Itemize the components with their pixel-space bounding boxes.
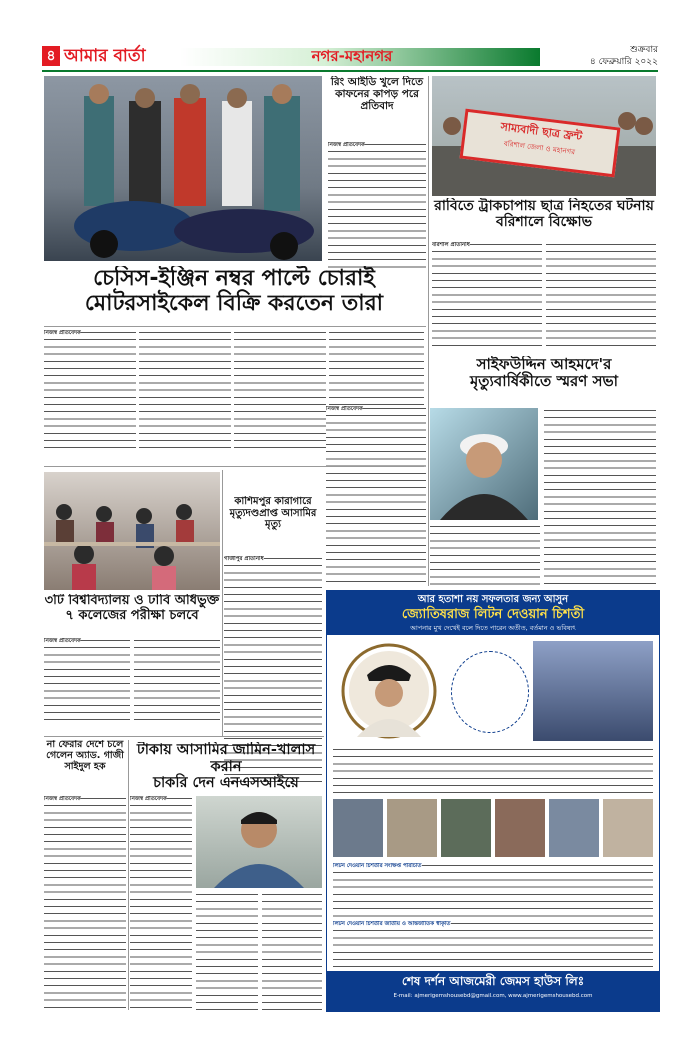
- column-rule: [128, 740, 129, 1010]
- column-rule: [44, 736, 324, 737]
- motorcycle-arrest-photo: [44, 76, 322, 261]
- barishal-byline: বরিশাল প্রতিনিধি: [432, 242, 470, 248]
- saifuddin-portrait: [430, 408, 538, 520]
- advert-portrait-frame: [333, 641, 445, 741]
- barishal-headline: রাবিতে ট্রাকচাপায় ছাত্র নিহতের ঘটনায় বরিশালে বিক্ষোভ: [434, 198, 654, 231]
- page-number: ৪: [42, 46, 60, 66]
- kashimpur-byline: গাজীপুর প্রতিনিধি: [224, 556, 264, 562]
- advert-section-1-title: লিটন দেওয়ান চিশতীর সংক্ষিপ্ত পরিচিতি: [333, 863, 422, 869]
- motorcycle-body-col3: [234, 330, 326, 450]
- ring-id-body: [328, 142, 426, 268]
- advert-tagline: আর হতাশা নয় সফলতার জন্য আসুন: [417, 594, 569, 605]
- advert-strip-photo: [441, 799, 491, 857]
- saifuddin-body-col1: [326, 406, 426, 586]
- exam-students: [44, 472, 220, 590]
- saifuddin-body-col3: [544, 408, 656, 586]
- advert-strip-photo: [603, 799, 653, 857]
- advert-subtitle: আপনার মুখ দেখেই বলে দিতে পারেন অতীত, বর্তমান ও ভবিষ্যৎ: [410, 624, 576, 632]
- advert-strip-photo: [333, 799, 383, 857]
- advert-section-2-title: লিটন দেওয়ান চিশতীর জাতীয় ও আন্তর্জাতিক স্বীকৃতি: [333, 921, 451, 927]
- accused-figure: [196, 796, 322, 888]
- barishal-protest-photo: [432, 76, 656, 196]
- gazi-byline: নিজস্ব প্রতিবেদক: [44, 796, 81, 802]
- advert-contact: E-mail: ajmerigemshousebd@gmail.com, www.ajmerigemshousebd.com: [393, 993, 593, 999]
- protest-banner-sub: বরিশাল জেলা ও মহানগর: [503, 139, 576, 157]
- motorcycle-headline: [44, 266, 424, 324]
- advert-bio-text: [333, 863, 653, 917]
- motorcycle-body-col2: [139, 330, 231, 450]
- exam-body-col1: [44, 638, 130, 720]
- bail-accused-photo: [196, 796, 322, 888]
- motorcycle-body-col1: [44, 330, 136, 450]
- protest-banner-text: সাম্যবাদী ছাত্র ফ্রন্ট: [499, 120, 583, 144]
- ring-id-headline: রিং আইডি খুলে দিতে কাফনের কাপড় পরে প্রতিবাদ: [330, 76, 424, 113]
- saifuddin-body-col2: [430, 524, 540, 586]
- saifuddin-headline-line1: সাইফউদ্দিন আহমদে'র: [476, 356, 612, 373]
- page-header: [42, 44, 658, 72]
- advert-title: জ্যোতিষরাজ লিটন দেওয়ান চিশতী: [401, 607, 585, 622]
- masthead-logo: আমার বার্তা: [64, 46, 146, 66]
- motorcycle-headline-line2: মোটরসাইকেল বিক্রি করতেন তারা: [84, 291, 384, 317]
- kashimpur-headline: কাশিমপুর কারাগারে মৃত্যুদণ্ডপ্রাপ্ত আসামির মৃত্যু: [229, 496, 317, 530]
- gazi-body: [44, 796, 126, 1010]
- saifuddin-byline: নিজস্ব প্রতিবেদক: [326, 406, 363, 412]
- ring-id-byline: নিজস্ব প্রতিবেদক: [328, 142, 365, 148]
- photo-figures: [44, 76, 322, 261]
- issue-date: [582, 44, 658, 68]
- column-rule: [44, 466, 424, 467]
- advert-photo-right: [533, 641, 653, 741]
- advert-photo-strip: [333, 799, 653, 857]
- column-rule: [222, 470, 223, 736]
- advert-company: শেষ দর্শন আজমেরী জেমস হাউস লিঃ: [401, 974, 585, 988]
- bail-headline-line1: টাকায় আসামির জামিন-খালাস করান: [136, 742, 316, 775]
- barishal-body-col2: [546, 242, 656, 350]
- exam-headline-line1: ৩টি বিশ্ববিদ্যালয় ও ঢাবি অধিভুক্ত: [44, 594, 220, 608]
- column-rule: [44, 326, 426, 327]
- bail-headline: [130, 742, 322, 790]
- advert-intro-text: [333, 747, 653, 795]
- issue-day: শুক্রবার: [630, 45, 658, 55]
- astrology-advert: [326, 590, 660, 1012]
- advert-logo-mid: [451, 651, 529, 733]
- exam-byline: নিজস্ব প্রতিবেদক: [44, 638, 81, 644]
- bail-body-col3: [262, 892, 322, 1010]
- issue-date-text: ৪ ফেব্রুয়ারি ২০২২: [589, 57, 658, 67]
- saifuddin-headline: [432, 356, 656, 402]
- section-title: নগর-মহানগর: [311, 47, 393, 65]
- bail-byline: নিজস্ব প্রতিবেদক: [130, 796, 167, 802]
- portrait-figure: [430, 408, 538, 520]
- motorcycle-byline: নিজস্ব প্রতিবেদক: [44, 330, 81, 336]
- advert-footer: [327, 971, 659, 1011]
- bail-headline-line2: চাকরি দেন এনএসআইয়ে: [153, 775, 299, 790]
- advert-recognition-text: [333, 921, 653, 967]
- exam-headline: [44, 594, 220, 634]
- advert-strip-photo: [549, 799, 599, 857]
- column-rule: [428, 76, 429, 586]
- bail-body-col2: [196, 892, 258, 1010]
- saifuddin-headline-line2: মৃত্যুবার্ষিকীতে স্মরণ সভা: [469, 372, 619, 391]
- barishal-body-col1: [432, 242, 542, 350]
- exam-body-col2: [134, 638, 220, 720]
- astrologer-portrait: [333, 641, 445, 741]
- exam-headline-line2: ৭ কলেজের পরীক্ষা চলবে: [65, 607, 199, 623]
- bail-body-col1: [130, 796, 192, 1010]
- advert-header: [327, 591, 659, 635]
- advert-strip-photo: [495, 799, 545, 857]
- motorcycle-headline-line1: চেসিস-ইঞ্জিন নম্বর পাল্টে চোরাই: [93, 266, 375, 291]
- advert-strip-photo: [387, 799, 437, 857]
- gazi-headline: না ফেরার দেশে চলে গেলেন অ্যাড. গাজী সাইদুল হক: [46, 740, 124, 772]
- exam-hall-photo: [44, 472, 220, 590]
